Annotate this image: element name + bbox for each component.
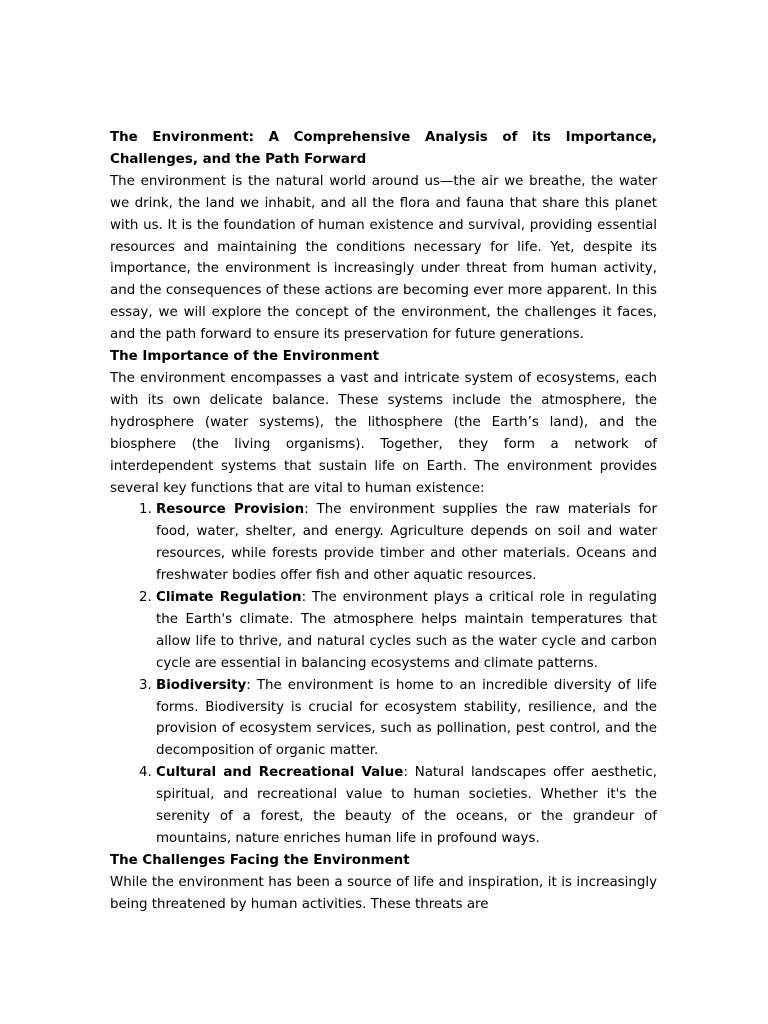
list-item-term: Resource Provision (156, 502, 305, 518)
document-title: The Environment: A Comprehensive Analysis of its Importance, Challenges, and the Path Forward (110, 130, 657, 167)
section-heading-importance: The Importance of the Environment (110, 349, 380, 365)
list-item-term: Climate Regulation (156, 590, 302, 606)
list-item-term: Cultural and Recreational Value (156, 765, 404, 781)
section-heading-challenges: The Challenges Facing the Environment (110, 852, 410, 868)
challenges-paragraph: While the environment has been a source of life and inspiration, it is increasingly being threatened by human activities. These threats are (110, 874, 657, 912)
list-item-text: : The environment supplies the raw materials for food, water, shelter, and energy. Agriculture depends on soil and water resources, while forests provide timber and other materials. Oceans and freshwater bodies offer fish and other aquatic resources. (156, 502, 657, 584)
list-item (156, 675, 657, 763)
list-item-text: : The environment is home to an incredible diversity of life forms. Biodiversity is crucial for ecosystem stability, resilience, and the provision of ecosystem services, such as pollination, pest control, and the decomposition of organic matter. (156, 677, 657, 759)
document-page (110, 127, 657, 916)
list-item-text: : The environment plays a critical role in regulating the Earth's climate. The atmosphere helps maintain temperatures that allow life to thrive, and natural cycles such as the water cycle and carbon cycle are essential in balancing ecosystems and climate patterns. (156, 590, 657, 671)
list-item-term: Biodiversity (156, 677, 247, 693)
list-item (156, 587, 657, 675)
intro-paragraph: The environment is the natural world around us—the air we breathe, the water we drink, the land we inhabit, and all the flora and fauna that share this planet with us. It is the foundation of human existence and survival, providing essential resources and maintaining the conditions necessary for life. Yet, despite its importance, the environment is increasingly under threat from human activity, and the consequences of these actions are becoming ever more apparent. In this essay, we will explore the concept of the environment, the challenges it faces, and the path forward to ensure its preservation for future generations. (110, 173, 657, 343)
list-item-text: : Natural landscapes offer aesthetic, spiritual, and recreational value to human societies. Whether it's the serenity of a forest, the beauty of the oceans, or the grandeur of mountains, nature enriches human life in profound ways. (156, 765, 658, 846)
importance-paragraph: The environment encompasses a vast and intricate system of ecosystems, each with its own delicate balance. These systems include the atmosphere, the hydrosphere (water systems), the lithosphere (the Earth’s land), and the biosphere (the living organisms). Together, they form a network of interdependent systems that sustain life on Earth. The environment provides several key functions that are vital to human existence: (110, 370, 657, 496)
functions-list (110, 499, 657, 850)
list-item (156, 499, 657, 587)
list-item (156, 762, 657, 850)
